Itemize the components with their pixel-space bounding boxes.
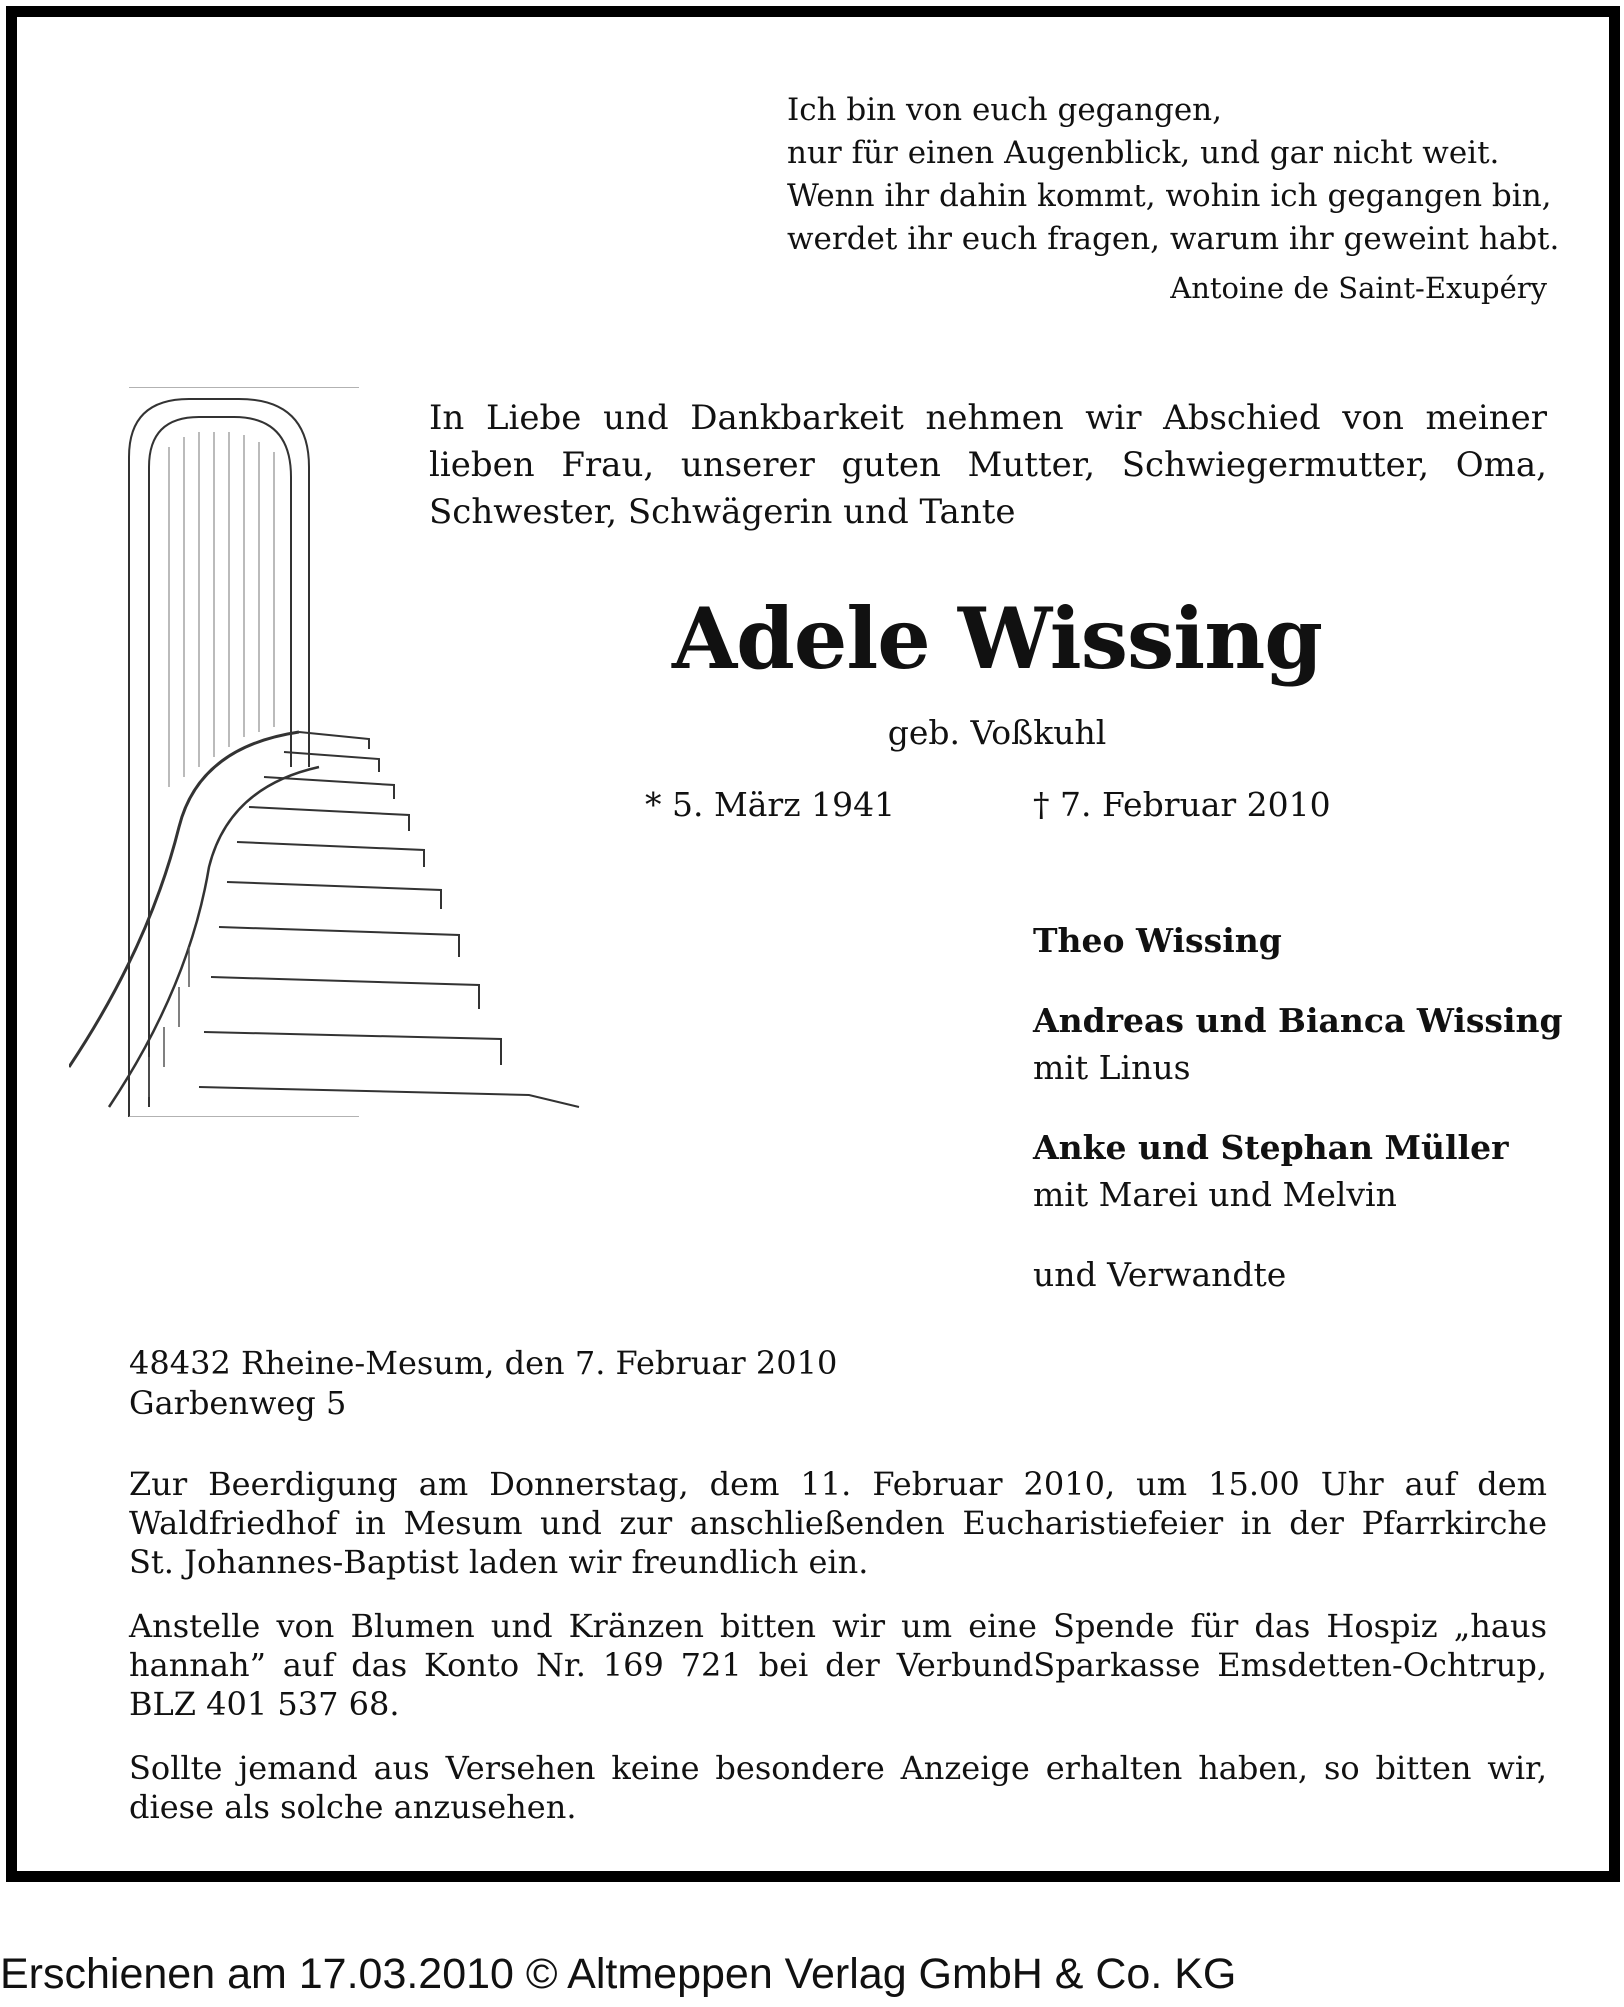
paragraph-line: BLZ 401 537 68. [129, 1685, 400, 1723]
poem-line: werdet ihr euch fragen, warum ihr geweint habt. [787, 221, 1560, 257]
paragraph-line: diese als solche anzusehen. [129, 1788, 577, 1826]
address [129, 1343, 837, 1423]
paragraph-line: Sollte jemand aus Versehen keine besondere Anzeige erhalten haben, so bitten wir, [129, 1749, 1547, 1787]
address-line: Garbenweg 5 [129, 1384, 347, 1422]
notice-frame [6, 6, 1620, 1882]
family-group [1033, 1124, 1553, 1218]
birth-name: geb. Voßkuhl [887, 713, 1107, 752]
poem-line: nur für einen Augenblick, und gar nicht weit. [787, 135, 1500, 171]
intro-text [429, 395, 1547, 536]
family-closing: und Verwandte [1033, 1255, 1287, 1294]
paragraph-line: St. Johannes-Baptist laden wir freundlich ein. [129, 1543, 869, 1581]
poem-author: Antoine de Saint-Exupéry [1170, 271, 1547, 305]
family-group [1033, 917, 1553, 964]
deceased-name: Adele Wissing [671, 589, 1323, 688]
poem-line: Wenn ihr dahin kommt, wohin ich gegangen bin, [787, 178, 1552, 214]
family-head: Andreas und Bianca Wissing [1033, 1001, 1563, 1040]
funeral-paragraph [129, 1465, 1547, 1582]
family-sub: mit Linus [1033, 1048, 1191, 1087]
intro-line: lieben Frau, unserer guten Mutter, Schwiegermutter, Oma, [429, 445, 1547, 485]
family-head: Theo Wissing [1033, 921, 1282, 960]
paragraph-line: hannah” auf das Konto Nr. 169 721 bei der VerbundSparkasse Emsdetten-Ochtrup, [129, 1646, 1547, 1684]
family-list [1033, 917, 1563, 1298]
death-date: † 7. Februar 2010 [1033, 785, 1331, 824]
paragraph-line: Anstelle von Blumen und Kränzen bitten wir um eine Spende für das Hospiz „haus [129, 1607, 1547, 1645]
address-line: 48432 Rheine-Mesum, den 7. Februar 2010 [129, 1344, 838, 1382]
intro-line: In Liebe und Dankbarkeit nehmen wir Abschied von meiner [429, 398, 1547, 438]
family-head: Anke und Stephan Müller [1033, 1128, 1509, 1167]
paragraph-line: Zur Beerdigung am Donnerstag, dem 11. Februar 2010, um 15.00 Uhr auf dem [129, 1465, 1547, 1503]
donation-paragraph [129, 1607, 1547, 1724]
poem [787, 89, 1560, 261]
intro-line: Schwester, Schwägerin und Tante [429, 492, 1016, 532]
poem-line: Ich bin von euch gegangen, [787, 92, 1222, 128]
notice-paragraph [129, 1749, 1547, 1827]
paragraph-line: Waldfriedhof in Mesum und zur anschließenden Eucharistiefeier in der Pfarrkirche [129, 1504, 1547, 1542]
publication-footer: Erschienen am 17.03.2010 © Altmeppen Verlag GmbH & Co. KG [0, 1950, 1237, 1998]
birth-date: * 5. März 1941 [645, 785, 896, 824]
family-group [1033, 997, 1563, 1091]
family-sub: mit Marei und Melvin [1033, 1175, 1397, 1214]
